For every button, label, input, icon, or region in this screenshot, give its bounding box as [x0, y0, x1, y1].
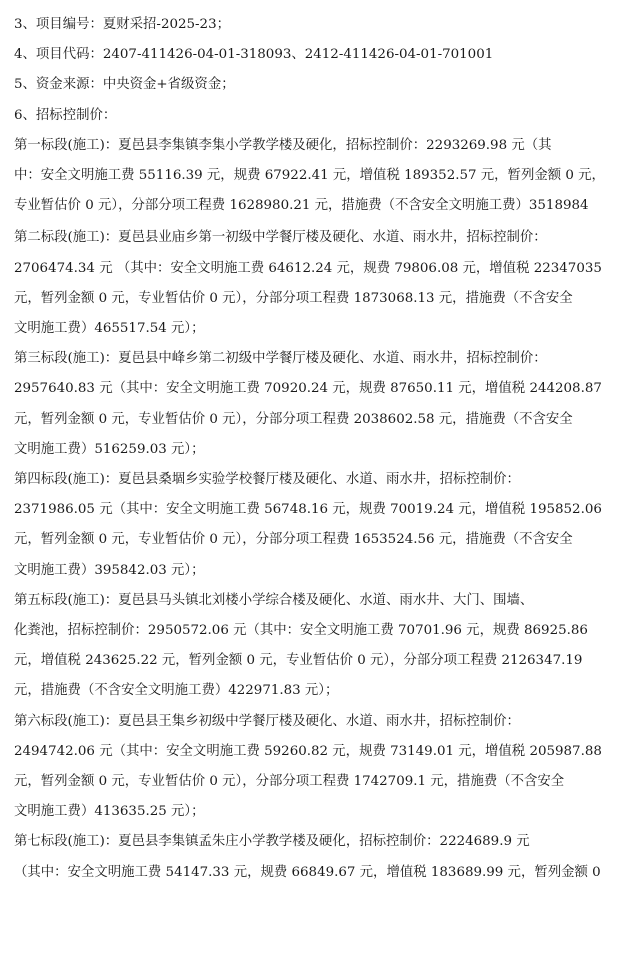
section-7-paragraph — [14, 827, 612, 887]
section-6-line-1: 第六标段(施工)：夏邑县王集乡初级中学餐厅楼及硬化、水道、雨水井，招标控制价： — [14, 713, 520, 729]
section-2-paragraph — [14, 223, 612, 344]
section-7-line-2: （其中：安全文明施工费 54147.33 元，规费 66849.67 元，增值税 183689.99 元，暂列金额 0 — [14, 864, 601, 880]
section-3-line-3: 元，暂列金额 0 元，专业暂估价 0 元），分部分项工程费 2038602.58 元，措施费（不含安全 — [14, 411, 573, 427]
section-5-line-4: 元，措施费（不含安全文明施工费）422971.83 元）； — [14, 683, 339, 699]
section-2-line-4: 文明施工费）465517.54 元）； — [14, 321, 205, 337]
section-5-paragraph — [14, 586, 612, 707]
section-4-paragraph — [14, 465, 612, 586]
section-4-line-3: 元，暂列金额 0 元，专业暂估价 0 元），分部分项工程费 1653524.56 元，措施费（不含安全 — [14, 532, 573, 548]
section-4-line-2: 2371986.05 元（其中：安全文明施工费 56748.16 元，规费 70019.24 元，增值税 195852.06 — [14, 502, 602, 518]
section-5-line-3: 元，增值税 243625.22 元，暂列金额 0 元，专业暂估价 0 元），分部分项工程费 2126347.19 — [14, 653, 583, 669]
section-1-paragraph — [14, 131, 612, 222]
section-4-line-4: 文明施工费）395842.03 元）； — [14, 562, 205, 578]
project-code-line: 4、项目代码：2407-411426-04-01-318093、2412-411426-04-01-701001 — [14, 47, 494, 63]
bid-control-price-heading: 6、招标控制价： — [14, 107, 117, 123]
section-1-line-3: 专业暂估价 0 元），分部分项工程费 1628980.21 元，措施费（不含安全文明施工费）3518984 — [14, 198, 589, 214]
fund-source-line: 5、资金来源：中央资金+省级资金； — [14, 77, 235, 93]
section-3-paragraph — [14, 344, 612, 465]
section-5-line-2: 化粪池，招标控制价：2950572.06 元（其中：安全文明施工费 70701.96 元，规费 86925.86 — [14, 623, 588, 639]
section-3-line-2: 2957640.83 元（其中：安全文明施工费 70920.24 元，规费 87650.11 元，增值税 244208.87 — [14, 381, 602, 397]
section-6-line-2: 2494742.06 元（其中：安全文明施工费 59260.82 元，规费 73149.01 元，增值税 205987.88 — [14, 743, 602, 759]
section-2-line-3: 元，暂列金额 0 元，专业暂估价 0 元），分部分项工程费 1873068.13 元，措施费（不含安全 — [14, 290, 573, 306]
section-5-line-1: 第五标段(施工)：夏邑县马头镇北刘楼小学综合楼及硬化、水道、雨水井、大门、围墙、 — [14, 592, 534, 608]
section-4-line-1: 第四标段(施工)：夏邑县桑堌乡实验学校餐厅楼及硬化、水道、雨水井，招标控制价： — [14, 472, 520, 488]
section-7-line-1: 第七标段(施工)：夏邑县李集镇孟朱庄小学教学楼及硬化，招标控制价：2224689.9 元 — [14, 834, 530, 850]
section-3-line-4: 文明施工费）516259.03 元）； — [14, 441, 205, 457]
section-6-line-4: 文明施工费）413635.25 元）； — [14, 804, 205, 820]
section-2-line-2: 2706474.34 元 （其中：安全文明施工费 64612.24 元，规费 79806.08 元，增值税 22347035 — [14, 260, 602, 276]
section-6-line-3: 元，暂列金额 0 元，专业暂估价 0 元），分部分项工程费 1742709.1 元，措施费（不含安全 — [14, 774, 565, 790]
project-number-line: 3、项目编号：夏财采招-2025-23； — [14, 17, 230, 32]
section-1-line-2: 中：安全文明施工费 55116.39 元，规费 67922.41 元，增值税 189352.57 元，暂列金额 0 元， — [14, 168, 605, 184]
section-6-paragraph — [14, 707, 612, 828]
section-2-line-1: 第二标段(施工)：夏邑县业庙乡第一初级中学餐厅楼及硬化、水道、雨水井，招标控制价： — [14, 230, 547, 246]
section-1-line-1: 第一标段(施工)：夏邑县李集镇李集小学教学楼及硬化，招标控制价：2293269.98 元（其 — [14, 137, 552, 153]
section-3-line-1: 第三标段(施工)：夏邑县中峰乡第二初级中学餐厅楼及硬化、水道、雨水井，招标控制价： — [14, 351, 547, 367]
